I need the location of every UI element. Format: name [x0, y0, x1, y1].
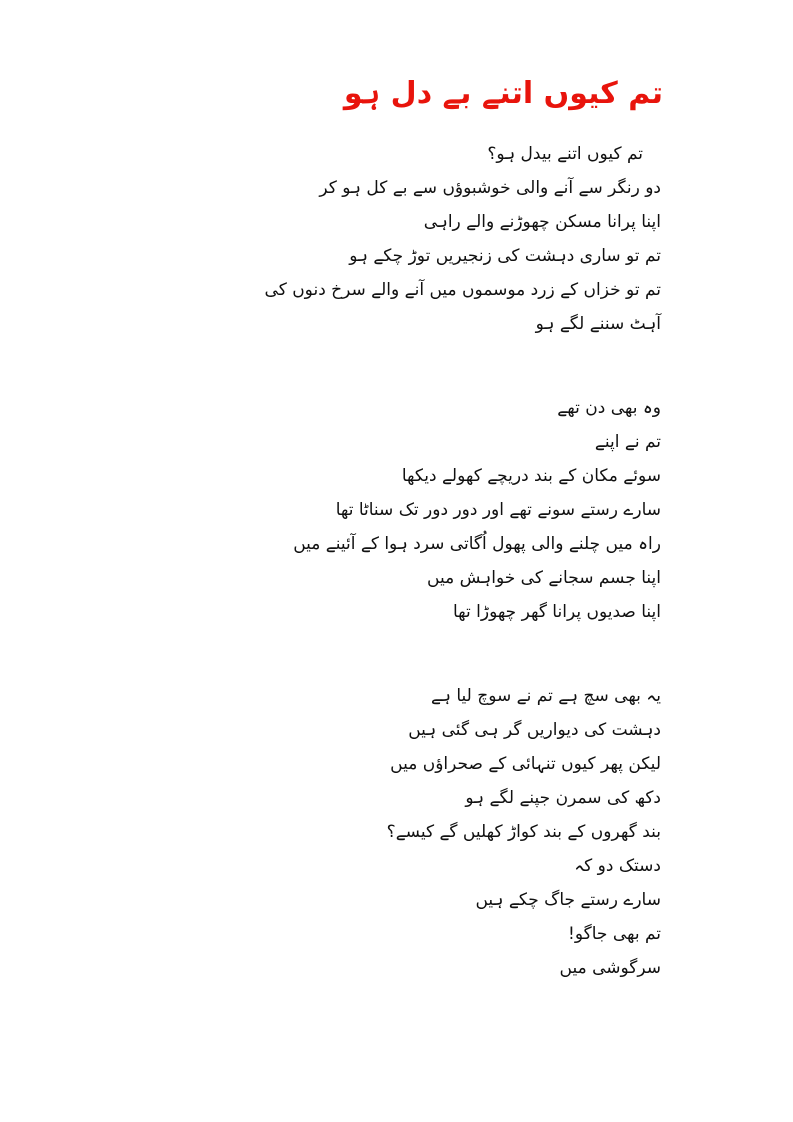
poem-line: سارے رستے سونے تھے اور دور دور تک سناٹا تھا — [335, 500, 661, 520]
poem-line: اپنا صدیوں پرانا گھر چھوڑا تھا — [452, 602, 661, 622]
poem-line: تم تو ساری دہشت کی زنجیریں توڑ چکے ہو — [349, 246, 661, 266]
poem-line: دہشت کی دیواریں گر ہی گئی ہیں — [408, 720, 661, 740]
poem-title: تم کیوں اتنے بے دل ہو — [343, 76, 663, 112]
poem-line: سوئے مکان کے بند دریچے کھولے دیکھا — [401, 466, 661, 486]
poem-line: آہٹ سننے لگے ہو — [535, 314, 661, 334]
poem-body — [101, 137, 661, 985]
poem-line: سارے رستے جاگ چکے ہیں — [475, 890, 661, 910]
poem-line: دستک دو کہ — [574, 856, 661, 876]
poem-line: اپنا پرانا مسکن چھوڑنے والے راہی — [423, 212, 661, 232]
poem-line: تم نے اپنے — [594, 432, 661, 452]
poem-line: بند گھروں کے بند کواڑ کھلیں گے کیسے؟ — [386, 822, 661, 842]
poem-line: دو رنگر سے آنے والی خوشبوؤں سے بے کل ہو کر — [319, 178, 661, 198]
poem-line: تم تو خزاں کے زرد موسموں میں آنے والے سرخ دنوں کی — [264, 280, 661, 300]
poem-line: راہ میں چلنے والی پھول اُگاتی سرد ہوا کے آئینے میں — [293, 534, 661, 554]
poem-line: اپنا جسم سجانے کی خواہش میں — [427, 568, 661, 588]
stanza-3 — [101, 679, 661, 985]
poem-line: دکھ کی سمرن جپنے لگے ہو — [465, 788, 661, 808]
stanza-2 — [101, 391, 661, 629]
stanza-1 — [101, 137, 661, 341]
poem-line: وہ بھی دن تھے — [557, 398, 661, 418]
poem-line: تم کیوں اتنے بیدل ہو؟ — [487, 144, 643, 164]
poem-line: یہ بھی سچ ہے تم نے سوچ لیا ہے — [431, 686, 661, 706]
poem-line: تم بھی جاگو! — [568, 924, 661, 944]
poem-line: سرگوشی میں — [559, 958, 661, 978]
poem-line: لیکن پھر کیوں تنہائی کے صحراؤں میں — [390, 754, 661, 774]
